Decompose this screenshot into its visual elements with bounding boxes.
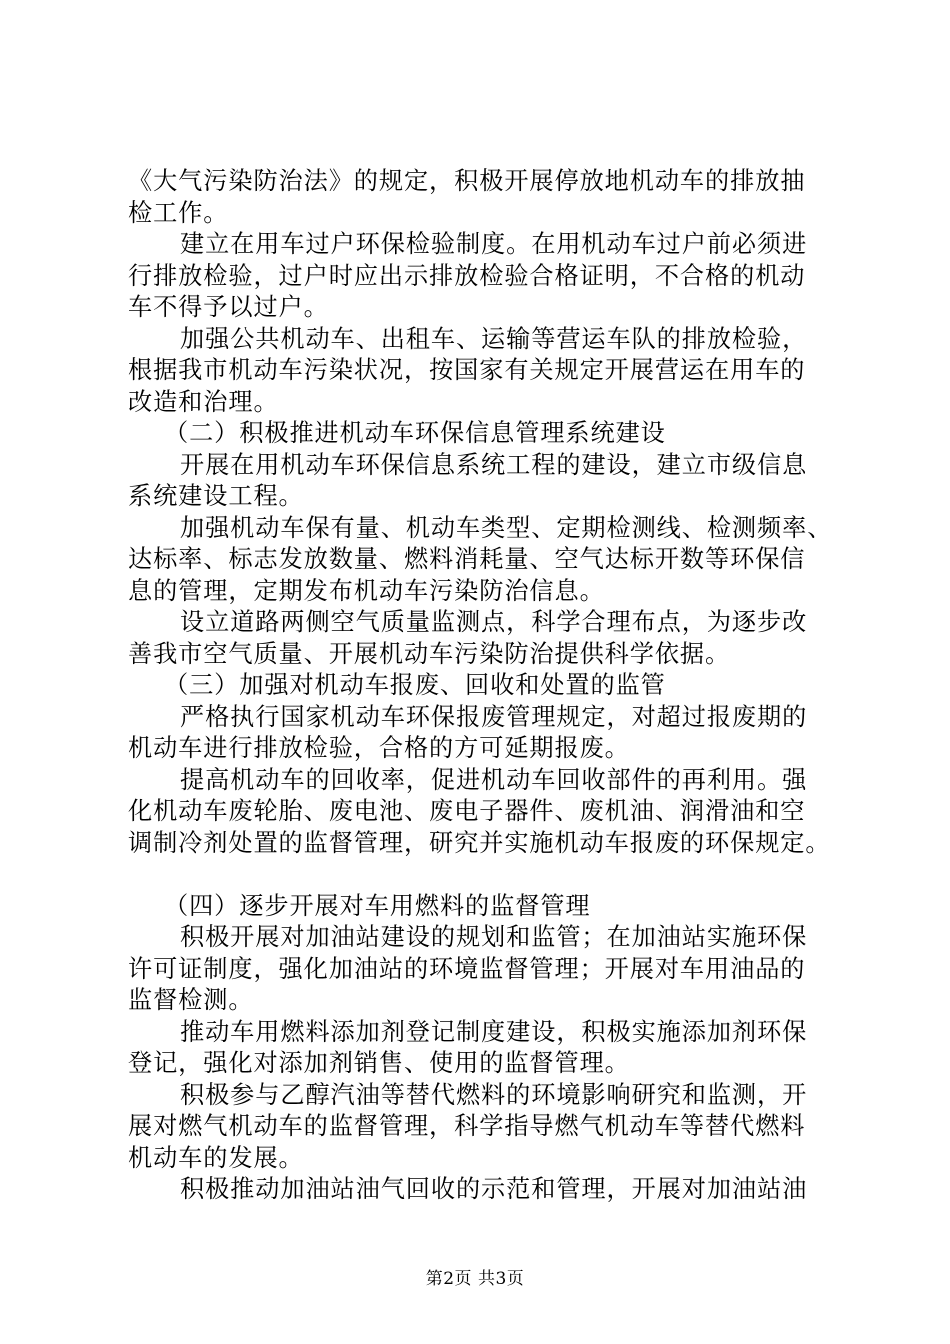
text-line: 严格执行国家机动车环保报废管理规定，对超过报废期的 <box>180 702 808 731</box>
text-line: 善我市空气质量、开展机动车污染防治提供科学依据。 <box>128 639 731 668</box>
text-line: 开展在用机动车环保信息系统工程的建设，建立市级信息 <box>180 450 808 479</box>
paragraph <box>128 1080 840 1175</box>
paragraph <box>128 607 840 670</box>
text-line: 展对燃气机动车的监督管理，科学指导燃气机动车等替代燃料 <box>128 1112 806 1140</box>
page-footer: 第2页 共3页 <box>425 1269 525 1289</box>
text-line: 加强机动车保有量、机动车类型、定期检测线、检测频率、 <box>180 513 833 542</box>
heading-line: （四）逐步开展对车用燃料的监督管理 <box>164 891 591 920</box>
paragraph <box>128 450 840 513</box>
text-line: 息的管理，定期发布机动车污染防治信息。 <box>128 576 605 605</box>
text-line: 提高机动车的回收率，促进机动车回收部件的再利用。强 <box>180 765 808 794</box>
text-line: 检工作。 <box>128 198 229 227</box>
text-line: 机动车的发展。 <box>128 1143 304 1172</box>
paragraph <box>128 324 840 419</box>
section-heading <box>128 418 840 450</box>
text-line: 达标率、标志发放数量、燃料消耗量、空气达标开数等环保信 <box>128 545 806 573</box>
paragraph <box>128 1017 840 1080</box>
text-line: 积极参与乙醇汽油等替代燃料的环境影响研究和监测，开 <box>180 1080 808 1109</box>
paragraph <box>128 702 840 765</box>
section-heading <box>128 670 840 702</box>
text-line: 积极推动加油站油气回收的示范和管理，开展对加油站油 <box>180 1175 808 1203</box>
paragraph <box>128 229 840 324</box>
paragraph <box>128 922 840 1017</box>
text-line: 积极开展对加油站建设的规划和监管；在加油站实施环保 <box>180 923 808 951</box>
document-body <box>128 166 840 1206</box>
text-line: 《大气污染防治法》的规定，积极开展停放地机动车的排放抽 <box>128 167 806 195</box>
text-line: 监督检测。 <box>128 986 254 1014</box>
text-line: 许可证制度，强化加油站的环境监督管理；开展对车用油品的 <box>128 954 806 983</box>
text-line: 车不得予以过户。 <box>128 293 329 321</box>
heading-line: （三）加强对机动车报废、回收和处置的监管 <box>164 671 666 699</box>
paragraph <box>128 166 840 229</box>
text-line: 根据我市机动车污染状况，按国家有关规定开展营运在用车的 <box>128 356 806 384</box>
text-line: 调制冷剂处置的监督管理，研究并实施机动车报废的环保规定。 <box>128 828 831 857</box>
heading-line: （二）积极推进机动车环保信息管理系统建设 <box>164 419 666 447</box>
paragraph <box>128 513 840 608</box>
text-line: 行排放检验，过户时应出示排放检验合格证明，不合格的机动 <box>128 261 806 290</box>
text-line: 登记，强化对添加剂销售、使用的监督管理。 <box>128 1049 630 1077</box>
text-line: 推动车用燃料添加剂登记制度建设，积极实施添加剂环保 <box>180 1017 808 1046</box>
text-line: 改造和治理。 <box>128 387 279 416</box>
text-line: 系统建设工程。 <box>128 482 304 510</box>
text-line: 加强公共机动车、出租车、运输等营运车队的排放检验， <box>180 324 808 353</box>
paragraph <box>128 1174 840 1206</box>
paragraph-gap <box>128 859 840 891</box>
paragraph <box>128 765 840 860</box>
section-heading <box>128 891 840 923</box>
text-line: 机动车进行排放检验，合格的方可延期报废。 <box>128 734 630 762</box>
text-line: 化机动车废轮胎、废电池、废电子器件、废机油、润滑油和空 <box>128 797 806 825</box>
text-line: 设立道路两侧空气质量监测点，科学合理布点，为逐步改 <box>180 608 808 636</box>
text-line: 建立在用车过户环保检验制度。在用机动车过户前必须进 <box>180 230 808 258</box>
